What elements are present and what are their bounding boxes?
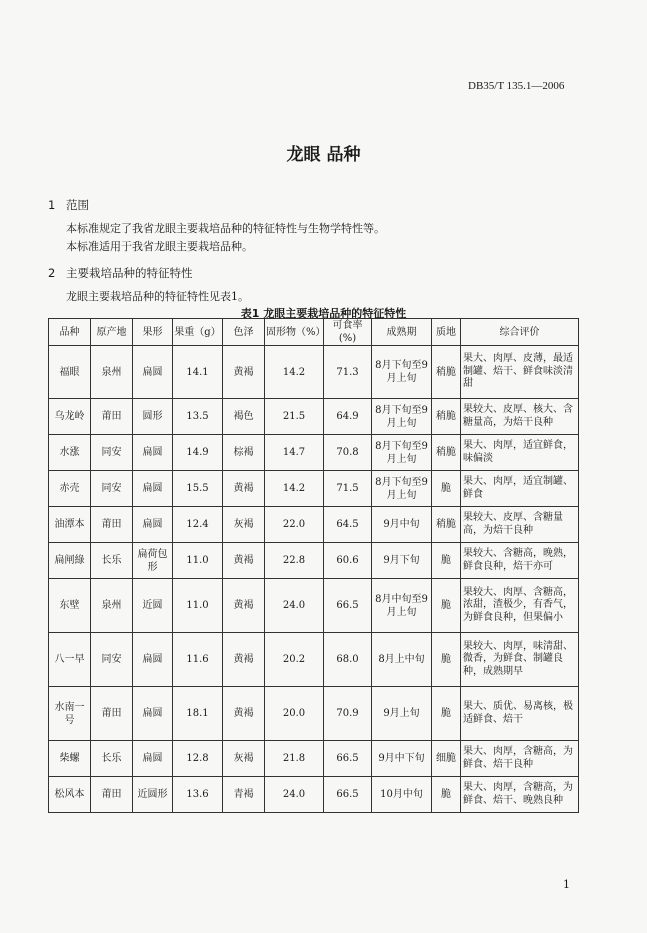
cell-variety: 福眼 xyxy=(49,346,91,399)
cell-texture: 脆 xyxy=(432,471,461,507)
cell-edible: 66.5 xyxy=(324,579,372,633)
cell-origin: 莆田 xyxy=(91,777,133,813)
cell-origin: 泉州 xyxy=(91,579,133,633)
cell-solids: 14.7 xyxy=(265,435,324,471)
cell-color: 青褐 xyxy=(223,777,265,813)
table-caption: 表1 龙眼主要栽培品种的特征特性 xyxy=(240,307,407,320)
table-row xyxy=(49,543,579,579)
cell-variety: 八一早 xyxy=(49,633,91,687)
cell-variety: 水涨 xyxy=(49,435,91,471)
cell-color: 黄褐 xyxy=(223,471,265,507)
cell-evaluation: 果大、肉厚、皮薄，最适制罐、焙干、鲜食味淡清甜 xyxy=(461,346,579,399)
cell-edible: 64.9 xyxy=(324,399,372,435)
cell-maturity: 9月中下旬 xyxy=(372,741,432,777)
cell-evaluation: 果较大、皮厚、含糖量高，为焙干良种 xyxy=(461,507,579,543)
cell-evaluation: 果大、质优、易离核，极适鲜食、焙干 xyxy=(461,687,579,741)
cell-shape: 扁圆 xyxy=(133,471,173,507)
cell-color: 褐色 xyxy=(223,399,265,435)
cell-maturity: 10月中旬 xyxy=(372,777,432,813)
cell-origin: 泉州 xyxy=(91,346,133,399)
table-row xyxy=(49,579,579,633)
page-number: 1 xyxy=(563,878,570,891)
cell-solids: 22.8 xyxy=(265,543,324,579)
cell-variety: 扁闸綠 xyxy=(49,543,91,579)
column-header: 果重（g） xyxy=(173,319,223,346)
cell-texture: 脆 xyxy=(432,687,461,741)
cell-origin: 莆田 xyxy=(91,399,133,435)
section-number: 2 xyxy=(48,266,56,280)
section-1-paragraph-2: 本标准适用于我省龙眼主要栽培品种。 xyxy=(66,240,253,253)
cell-texture: 脆 xyxy=(432,579,461,633)
section-title: 主要栽培品种的特征特性 xyxy=(66,266,193,280)
cell-solids: 22.0 xyxy=(265,507,324,543)
column-header: 固形物（%） xyxy=(265,319,324,346)
cell-color: 灰褐 xyxy=(223,507,265,543)
cell-weight: 12.4 xyxy=(173,507,223,543)
cell-texture: 稍脆 xyxy=(432,507,461,543)
cell-origin: 同安 xyxy=(91,633,133,687)
column-header: 原产地 xyxy=(91,319,133,346)
cell-variety: 水南一号 xyxy=(49,687,91,741)
cell-variety: 松风本 xyxy=(49,777,91,813)
table-row xyxy=(49,399,579,435)
cell-color: 灰褐 xyxy=(223,741,265,777)
cell-weight: 12.8 xyxy=(173,741,223,777)
cell-solids: 24.0 xyxy=(265,777,324,813)
cell-shape: 扁圆 xyxy=(133,633,173,687)
table-header-row xyxy=(49,319,579,346)
cell-solids: 14.2 xyxy=(265,346,324,399)
cell-variety: 乌龙岭 xyxy=(49,399,91,435)
cell-evaluation: 果大、肉厚，含糖高，为鲜食、焙干、晚熟良种 xyxy=(461,777,579,813)
column-header: 果形 xyxy=(133,319,173,346)
table-row xyxy=(49,507,579,543)
cell-variety: 东壁 xyxy=(49,579,91,633)
cell-origin: 长乐 xyxy=(91,543,133,579)
cell-solids: 24.0 xyxy=(265,579,324,633)
cell-solids: 21.5 xyxy=(265,399,324,435)
cell-solids: 14.2 xyxy=(265,471,324,507)
cell-edible: 66.5 xyxy=(324,741,372,777)
cell-evaluation: 果较大、皮厚、核大、含糖量高，为焙干良种 xyxy=(461,399,579,435)
section-2-heading xyxy=(48,265,193,281)
cell-weight: 11.0 xyxy=(173,543,223,579)
cell-maturity: 8月上中旬 xyxy=(372,633,432,687)
cell-edible: 70.8 xyxy=(324,435,372,471)
cell-edible: 68.0 xyxy=(324,633,372,687)
column-header: 可食率(%) xyxy=(324,319,372,346)
column-header: 色泽 xyxy=(223,319,265,346)
cell-edible: 60.6 xyxy=(324,543,372,579)
cell-origin: 莆田 xyxy=(91,507,133,543)
cell-maturity: 8月下旬至9月上旬 xyxy=(372,435,432,471)
cell-shape: 扁圆 xyxy=(133,507,173,543)
page-title: 龙眼 品种 xyxy=(286,145,361,165)
varieties-table xyxy=(48,318,579,813)
cell-edible: 71.5 xyxy=(324,471,372,507)
cell-weight: 13.6 xyxy=(173,777,223,813)
cell-shape: 扁圆 xyxy=(133,435,173,471)
table-row xyxy=(49,471,579,507)
cell-texture: 细脆 xyxy=(432,741,461,777)
cell-maturity: 8月中旬至9月上旬 xyxy=(372,579,432,633)
cell-evaluation: 果较大、肉厚、含糖高，浓甜，渣极少，有香气，为鲜食良种，但果偏小 xyxy=(461,579,579,633)
cell-evaluation: 果大、肉厚，含糖高，为鲜食、焙干良种 xyxy=(461,741,579,777)
cell-color: 黄褐 xyxy=(223,543,265,579)
cell-color: 黄褐 xyxy=(223,633,265,687)
section-2-paragraph: 龙眼主要栽培品种的特征特性见表1。 xyxy=(66,290,249,303)
cell-shape: 扁圆 xyxy=(133,687,173,741)
cell-evaluation: 果大、肉厚，适宜制罐、鲜食 xyxy=(461,471,579,507)
cell-weight: 14.9 xyxy=(173,435,223,471)
section-number: 1 xyxy=(48,198,56,212)
cell-maturity: 8月下旬至9月上旬 xyxy=(372,346,432,399)
cell-evaluation: 果较大、肉厚，味清甜、微香，为鲜食、制罐良种，成熟期早 xyxy=(461,633,579,687)
section-title: 范围 xyxy=(66,198,89,212)
cell-solids: 20.2 xyxy=(265,633,324,687)
cell-color: 棕褐 xyxy=(223,435,265,471)
cell-texture: 脆 xyxy=(432,543,461,579)
cell-color: 黄褐 xyxy=(223,687,265,741)
cell-texture: 稍脆 xyxy=(432,435,461,471)
column-header: 品种 xyxy=(49,319,91,346)
cell-edible: 66.5 xyxy=(324,777,372,813)
cell-maturity: 9月下旬 xyxy=(372,543,432,579)
cell-variety: 油潭本 xyxy=(49,507,91,543)
cell-shape: 扁圆 xyxy=(133,346,173,399)
cell-solids: 21.8 xyxy=(265,741,324,777)
cell-shape: 扁荷包形 xyxy=(133,543,173,579)
cell-edible: 70.9 xyxy=(324,687,372,741)
cell-texture: 稍脆 xyxy=(432,399,461,435)
table-row xyxy=(49,687,579,741)
cell-edible: 64.5 xyxy=(324,507,372,543)
cell-shape: 近圆 xyxy=(133,579,173,633)
cell-weight: 13.5 xyxy=(173,399,223,435)
cell-origin: 莆田 xyxy=(91,687,133,741)
column-header: 质地 xyxy=(432,319,461,346)
cell-shape: 圆形 xyxy=(133,399,173,435)
table-row xyxy=(49,346,579,399)
table-row xyxy=(49,633,579,687)
table-row xyxy=(49,435,579,471)
column-header: 成熟期 xyxy=(372,319,432,346)
cell-maturity: 9月中旬 xyxy=(372,507,432,543)
cell-maturity: 8月下旬至9月上旬 xyxy=(372,399,432,435)
table-row xyxy=(49,777,579,813)
cell-variety: 柴螺 xyxy=(49,741,91,777)
cell-weight: 14.1 xyxy=(173,346,223,399)
cell-color: 黄褐 xyxy=(223,579,265,633)
cell-edible: 71.3 xyxy=(324,346,372,399)
document-code: DB35/T 135.1—2006 xyxy=(468,80,565,92)
cell-maturity: 8月下旬至9月上旬 xyxy=(372,471,432,507)
cell-color: 黄褐 xyxy=(223,346,265,399)
section-1-paragraph-1: 本标准规定了我省龙眼主要栽培品种的特征特性与生物学特性等。 xyxy=(66,222,385,235)
cell-weight: 11.6 xyxy=(173,633,223,687)
cell-texture: 脆 xyxy=(432,777,461,813)
cell-shape: 扁圆 xyxy=(133,741,173,777)
cell-texture: 脆 xyxy=(432,633,461,687)
cell-weight: 11.0 xyxy=(173,579,223,633)
cell-weight: 15.5 xyxy=(173,471,223,507)
cell-weight: 18.1 xyxy=(173,687,223,741)
cell-evaluation: 果较大、含糖高，晚熟，鲜食良种，焙干亦可 xyxy=(461,543,579,579)
cell-maturity: 9月上旬 xyxy=(372,687,432,741)
cell-evaluation: 果大、肉厚，适宜鲜食，味偏淡 xyxy=(461,435,579,471)
cell-origin: 同安 xyxy=(91,471,133,507)
cell-origin: 长乐 xyxy=(91,741,133,777)
table-row xyxy=(49,741,579,777)
cell-texture: 稍脆 xyxy=(432,346,461,399)
cell-shape: 近圆形 xyxy=(133,777,173,813)
column-header: 综合评价 xyxy=(461,319,579,346)
cell-origin: 同安 xyxy=(91,435,133,471)
cell-variety: 赤壳 xyxy=(49,471,91,507)
cell-solids: 20.0 xyxy=(265,687,324,741)
section-1-heading xyxy=(48,197,89,213)
